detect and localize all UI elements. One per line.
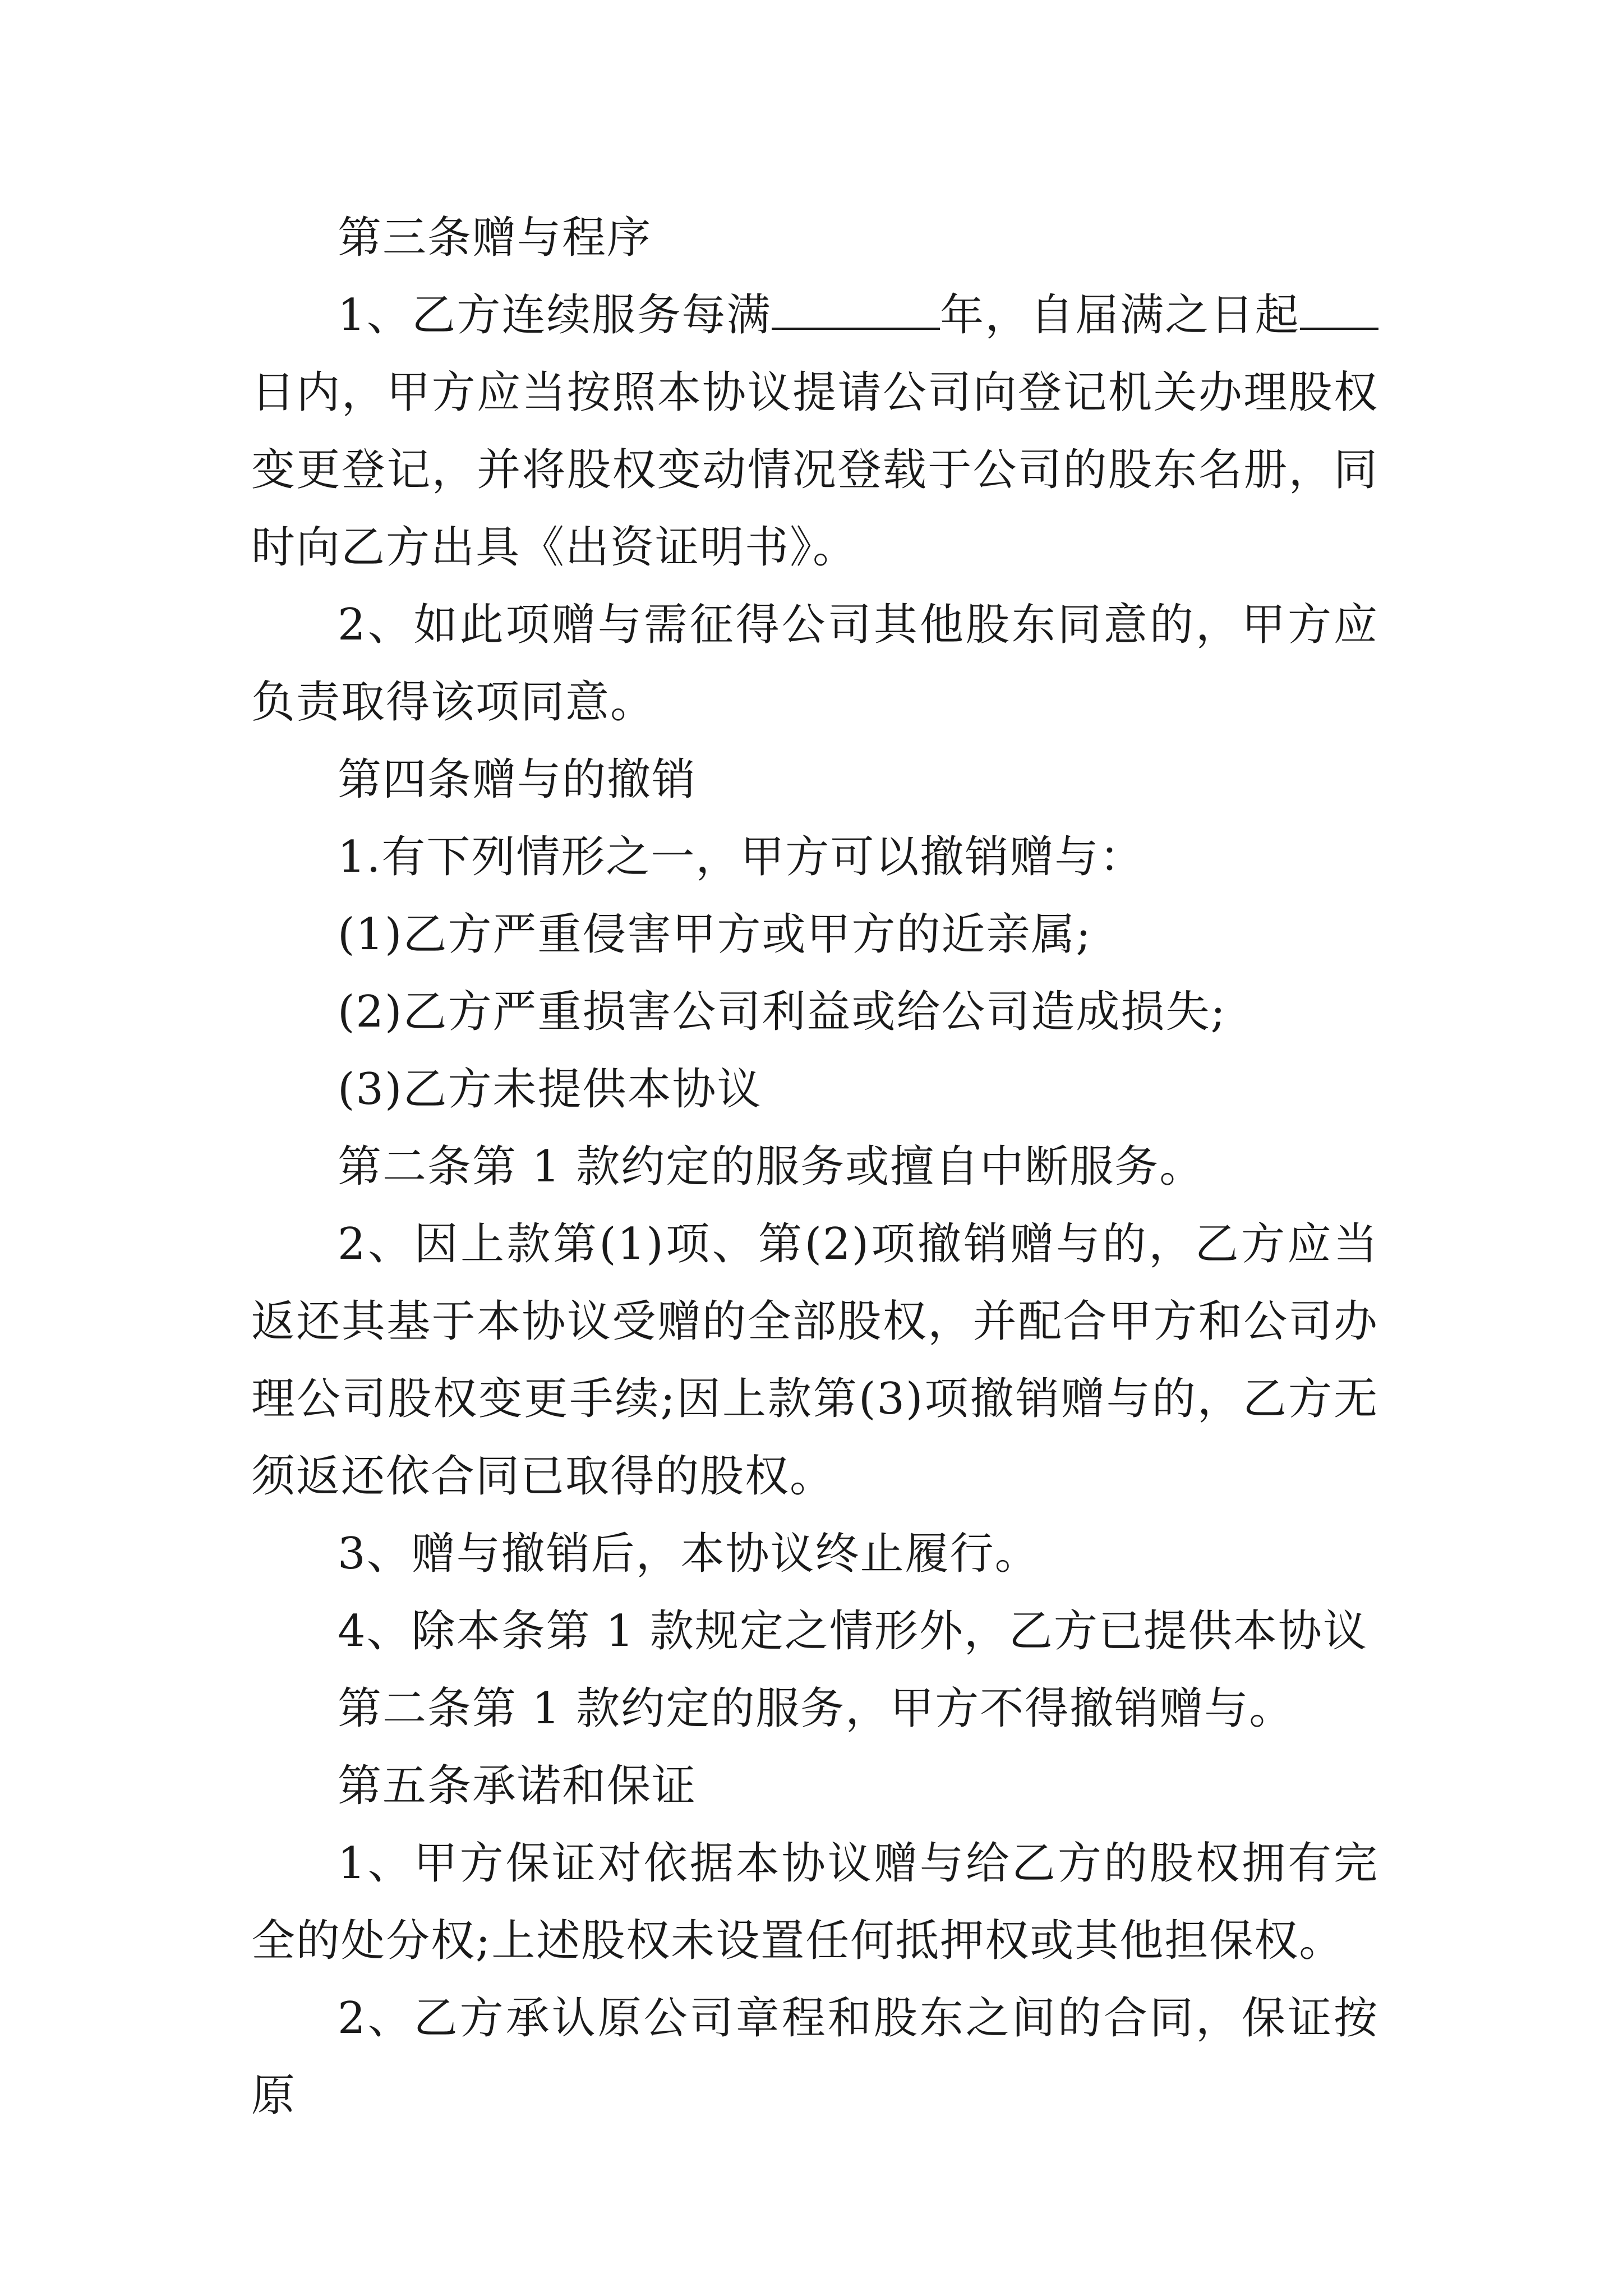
- article-5-clause-1: 1、甲方保证对依据本协议赠与给乙方的股权拥有完全的处分权;上述股权未设置任何抵押权或其他担保权。: [251, 1838, 1378, 1966]
- clause-text: 年，自届满之日起: [939, 290, 1300, 341]
- blank-years-field: [772, 288, 940, 330]
- article-4-clause-2: 2、因上款第(1)项、第(2)项撤销赠与的，乙方应当返还其基于本协议受赠的全部股权，并配合甲方和公司办理公司股权变更手续;因上款第(3)项撤销赠与的，乙方无须返还依合同已取得的股权。: [251, 1219, 1378, 1502]
- article-4-item-1: (1)乙方严重侵害甲方或甲方的近亲属;: [338, 909, 1092, 960]
- article-5-heading: 第五条承诺和保证: [338, 1761, 697, 1811]
- article-3-clause-2: 2、如此项赠与需征得公司其他股东同意的，甲方应负责取得该项同意。: [251, 600, 1378, 728]
- article-4-heading: 第四条赠与的撤销: [338, 754, 697, 805]
- article-4-clause-4: 4、除本条第 1 款规定之情形外，乙方已提供本协议: [338, 1606, 1368, 1657]
- article-4-clause-1: 1.有下列情形之一，甲方可以撤销赠与：: [338, 832, 1145, 882]
- article-4-item-2: (2)乙方严重损害公司利益或给公司造成损失;: [338, 987, 1227, 1037]
- article-3-clause-1: [251, 277, 1378, 586]
- article-4-clause-3: 3、赠与撤销后，本协议终止履行。: [338, 1529, 1040, 1579]
- document-body: [251, 199, 1378, 2134]
- blank-days-field: [1300, 288, 1378, 330]
- article-5-clause-2: 2、乙方承认原公司章程和股东之间的合同，保证按原: [251, 1993, 1378, 2121]
- clause-text: 1、乙方连续服务每满: [338, 290, 772, 341]
- clause-text: 日内，甲方应当按照本协议提请公司向登记机关办理股权变更登记，并将股权变动情况登载于公司的股东名册，同时向乙方出具《出资证明书》。: [251, 367, 1378, 573]
- article-4-item-3-continued: 第二条第 1 款约定的服务或擅自中断服务。: [338, 1142, 1205, 1192]
- article-4-item-3: (3)乙方未提供本协议: [338, 1064, 762, 1115]
- article-4-clause-4-continued: 第二条第 1 款约定的服务，甲方不得撤销赠与。: [338, 1683, 1294, 1734]
- article-3-heading: 第三条赠与程序: [338, 213, 652, 263]
